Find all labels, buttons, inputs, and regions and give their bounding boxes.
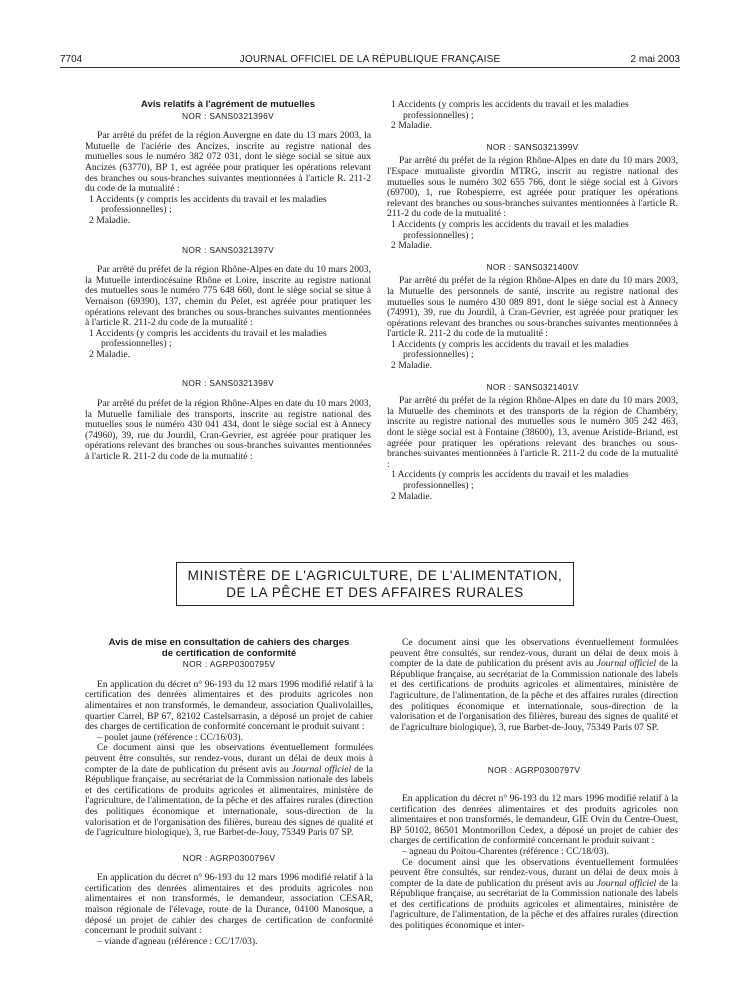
list-item: 2 Maladie.	[391, 490, 433, 502]
nor-reference: NOR : SANS0321399V	[486, 141, 579, 152]
page-number: 7704	[60, 54, 83, 65]
nor-reference: NOR : AGRP0300797V	[487, 765, 581, 776]
ministry-line-2: DE LA PÊCHE ET DES AFFAIRES RURALES	[226, 585, 524, 600]
list-item: 2 Maladie.	[89, 214, 131, 226]
list-item: 2 Maladie.	[391, 360, 433, 372]
cahiers-left-column	[85, 638, 373, 947]
list-item: 1 Accidents (y compris les accidents du travail et les maladies professionnelles) ;	[391, 99, 629, 121]
decree-paragraph: Par arrêté du préfet de la région Rhône-Alpes en date du 10 mars 2003, la Mutuelle des cheminots et des transports de la région de Chambéry, inscrite au registre national des mutuelles sous le numéro 305 242 463, dont le siège social est à Fontaine (38600), 13, avenue Aristide-Briand, est agréée pour pratiquer les opérations relevant des branches ou sous-branches suivantes mentionnées à l'article R. 211-2 du code de la mutualité :	[387, 395, 678, 470]
decree-paragraph: En application du décret n° 96-193 du 12 mars 1996 modifié relatif à la certification des denrées alimentaires et des produits agricoles non alimentaires et non transformés, le demandeur, association CESAR, maison régionale de l'élevage, route de la Durance, 04100 Manosque, a déposé un projet de cahier des charges de certification de conformité concernant le produit suivant :	[85, 872, 373, 937]
decree-paragraph: Par arrêté du préfet de la région Rhône-Alpes en date du 10 mars 2003, la Mutuelle interdiocésaine Rhône et Loire, inscrite au registre national des mutuelles sous le numéro 775 648 660, dont le siège social se situe à Vernaison (69390), 137, chemin du Pelet, est agréée pour pratiquer les opérations relevant des branches ou sous-branches suivantes mentionnées à l'article R. 211-2 du code de la mutualité :	[85, 264, 371, 329]
ministry-heading-box	[176, 562, 574, 606]
list-item: 2 Maladie.	[391, 240, 433, 252]
list-item: 1 Accidents (y compris les accidents du travail et les maladies professionnelles) ;	[89, 327, 327, 350]
product-item: – agneau du Poitou-Charentes (référence : CC/18/03).	[402, 845, 610, 857]
section-title-cahiers-2: de certification de conformité	[161, 647, 297, 659]
nor-reference: NOR : SANS0321397V	[182, 244, 274, 255]
list-item: 1 Accidents (y compris les accidents du travail et les maladies professionnelles) ;	[89, 193, 327, 216]
nor-reference: NOR : SANS0321396V	[182, 110, 274, 121]
mutuelles-right-column	[387, 100, 678, 502]
nor-reference: NOR : AGRP0300795V	[182, 659, 276, 670]
decree-paragraph: Par arrêté du préfet de la région Rhône-Alpes en date du 10 mars 2003, la Mutuelle familiale des transports, inscrite au registre national des mutuelles sous le numéro 430 041 434, dont le siège social est à Annecy (74960), 39, rue du Jourdil, Cran-Gevrier, est agréée pour pratiquer les opérations relevant des branches ou sous-branches suivantes mentionnées à l'article R. 211-2 du code de la mutualité :	[85, 398, 371, 463]
issue-date: 2 mai 2003	[630, 54, 680, 65]
decree-paragraph: Par arrêté du préfet de la région Auvergne en date du 13 mars 2003, la Mutuelle de l'aciérie des Ancizes, inscrite au registre national des mutuelles sous le numéro 382 072 031, dont le siège social se situe aux Ancizes (63770), BP 1, est agréée pour pratiquer les opérations relevant des branches ou sous-branches suivantes mentionnées à l'article R. 211-2 du code de la mutualité :	[85, 130, 371, 195]
cahiers-right-column	[390, 638, 678, 932]
list-item: 1 Accidents (y compris les accidents du travail et les maladies professionnelles) ;	[391, 469, 629, 491]
consultation-paragraph: Ce document ainsi que les observations éventuellement formulées peuvent être consultés, sur rendez-vous, durant un délai de deux mois à compter de la date de publication du présent avis au Journal officiel de la République française, au secrétariat de la Commission nationale des labels et des certifications de produits agricoles et alimentaires, ministère de l'agriculture, de l'alimentation, de la pêche et des affaires rurales (direction des politiques économique et inter-	[390, 856, 678, 932]
section-title-mutuelles: Avis relatifs à l'agrément de mutuelles	[140, 99, 316, 110]
journal-title: JOURNAL OFFICIEL DE LA RÉPUBLIQUE FRANÇAISE	[239, 54, 501, 65]
nor-reference: NOR : SANS0321401V	[486, 381, 579, 392]
list-item: 2 Maladie.	[89, 348, 131, 360]
consultation-paragraph: Ce document ainsi que les observations éventuellement formulées peuvent être consultés, sur rendez-vous, durant un délai de deux mois à compter de la date de publication du présent avis au Journal officiel de la République française, au secrétariat de la Commission nationale des labels et des certifications de produits agricoles et alimentaires, ministère de l'agriculture, de l'alimentation, de la pêche et des affaires rurales (direction des politiques économique et internationale, sous-direction de la valorisation et de l'organisation des filières, bureau des signes de qualité et de l'agriculture biologique), 3, rue Barbet-de-Jouy, 75349 Paris 07 SP.	[390, 637, 678, 733]
consultation-paragraph: Ce document ainsi que les observations éventuellement formulées peuvent être consultés, sur rendez-vous, durant un délai de deux mois à compter de la date de publication du présent avis au Journal officiel de la République française, au secrétariat de la Commission nationale des labels et des certifications de produits agricoles et alimentaires, ministère de l'agriculture, de l'alimentation, de la pêche et des affaires rurales (direction des politiques économique et internationale, sous-direction de la valorisation et de l'organisation des filières, bureau des signes de qualité et de l'agriculture biologique), 3, rue Barbet-de-Jouy, 75349 Paris 07 SP.	[85, 742, 373, 839]
decree-paragraph: Par arrêté du préfet de la région Rhône-Alpes en date du 10 mars 2003, l'Espace mutualiste givordin MTRG, inscrit au registre national des mutuelles sous le numéro 302 655 766, dont le siège social est à Givors (69700), 1, rue Robespierre, est agréée pour pratiquer les opérations relevant des branches ou sous-branches suivantes mentionnées à l'article R. 211-2 du code de la mutualité :	[387, 155, 678, 220]
decree-paragraph: En application du décret n° 96-193 du 12 mars 1996 modifié relatif à la certification des denrées alimentaires et des produits agricoles non alimentaires et non transformés, le demandeur, GIE Ovin du Centre-Ouest, BP 50102, 86501 Montmorillon Cedex, a déposé un projet de cahier des charges de certification de conformité concernant le produit suivant :	[390, 792, 678, 847]
decree-paragraph: En application du décret n° 96-193 du 12 mars 1996 modifié relatif à la certification des denrées alimentaires et des produits agricoles non alimentaires et non transformés, le demandeur, association Qualivolailles, quartier Carrel, BP 67, 82102 Castelsarrasin, a déposé un projet de cahier des charges de certification de conformité concernant le produit suivant :	[85, 678, 373, 733]
ministry-line-1: MINISTÈRE DE L'AGRICULTURE, DE L'ALIMENTATION,	[187, 568, 563, 583]
section-title-cahiers: Avis de mise en consultation de cahiers des charges	[108, 637, 350, 648]
nor-reference: NOR : SANS0321398V	[182, 378, 274, 389]
product-item: – poulet jaune (référence : CC/16/03).	[97, 731, 243, 743]
nor-reference: NOR : AGRP0300796V	[182, 852, 276, 863]
list-item: 1 Accidents (y compris les accidents du travail et les maladies professionnelles) ;	[391, 338, 629, 361]
mutuelles-left-column	[85, 100, 371, 463]
list-item: 1 Accidents (y compris les accidents du travail et les maladies professionnelles) ;	[391, 218, 629, 241]
header-rule	[60, 67, 680, 68]
nor-reference: NOR : SANS0321400V	[486, 261, 579, 272]
decree-paragraph: Par arrêté du préfet de la région Rhône-Alpes en date du 10 mars 2003, la Mutuelle des personnels de santé, inscrite au registre national des mutuelles sous le numéro 430 089 891, dont le siège social est à Annecy (74991), 39, rue du Jourdil, à Cran-Gevrier, est agréée pour pratiquer les opérations relevant des branches ou sous-branches suivantes mentionnées à l'article R. 211-2 du code de la mutualité :	[387, 275, 678, 340]
list-item: 2 Maladie.	[391, 120, 433, 132]
product-item: – viande d'agneau (référence : CC/17/03).	[97, 935, 258, 947]
